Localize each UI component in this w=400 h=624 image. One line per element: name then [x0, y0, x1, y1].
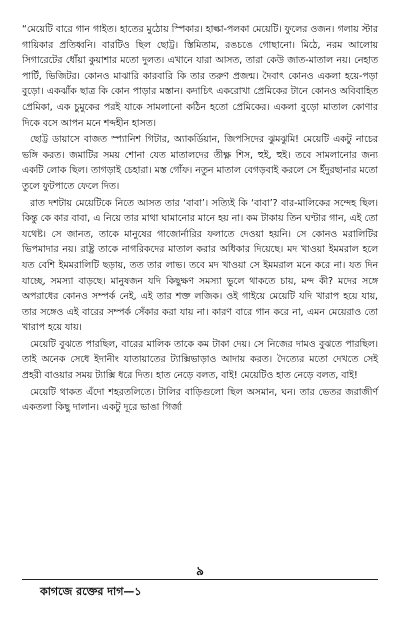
paragraph: রাত দশটায় মেয়েটিকে নিতে আসত তার ‘বাবা’। সত্যিই কি ‘বাবা’? বার-মালিকের সন্দেহ ছিল। কিন্তু কে কার বাবা, এ নিয়ে তার মাথা ঘামানোর মানে হয় না। কম টাকায় তিন ঘণ্টার গান, এই তো যথেষ্ট। সে জানত, তাকে মানুষের গাজোর্নারির ফলাতে দেওয়া হয়নি। সে কোনও মরালিটির ভিপমাদার নয়। রাষ্ট্র তাকে নাগরিকদের মাতাল করার অধিকার দিয়েছে। মদ খাওয়া ইমমরাল হলে যত বেশি ইমমরালিটি ছড়ায়, তত তার লাভ। তবে মদ খাওয়া সে ইমমরাল মনে করে না। যত দিন যাচ্ছে, সমস্যা বাড়ছে। মানুষজন যদি কিছুক্ষণ সমস্যা ভুলে থাকতে চায়, মন্দ কী? মদের সঙ্গে অপরাধের কোনও সম্পর্ক নেই, এই তার শক্ত লজিক। ওই গাইয়ে মেয়েটি যদি খারাপ হয়ে যায়, তার সঙ্গেও এই বারের সম্পর্ক সেঁকার করা যায় না। কারণ বারে গান করে না, এমন মেয়েরাও তো খারাপ হয়ে যায়। — [22, 197, 378, 334]
paragraph: “মেয়েটি বারে গান গাইত। হাতের মুঠোয় স্পিকার। হাল্কা-পলকা মেয়েটি। ফুলের ওজন। গলায় স্টার গায়িকার প্রতিধ্বনি। বারটিও ছিল ছোট্ট। স্তিমিতাম, রঙচঙে গোছানো। মিঠে, নরম আলোয় সিগারেটের ধোঁয়া কুয়াশার মতো দুলত। এখানে যারা আসত, তারা কেউ জাত-মাতাল নয়। নেহাত পার্টি, ভিজিটর। কোনও মাঝারি কারবারি কি তার তরুণ প্রজন্ম। দৈবাৎ কোনও একলা হয়ে-পড়া বুড়ো। একঝাঁক ছাত্র কি কোন পাড়ার মস্তান। কদাচিৎ একরোখা প্রেমিকের টানে কোনও অবিবাহিত প্রেমিকা, এক চুমুকের পরই যাকে সামলানো কঠিন হতো প্রেমিকের। একলা বুড়ো মাতাল কোণার দিকে বসে আপন মনে শব্দহীন হাসত। — [22, 24, 378, 129]
footer-book-title: কাগজে রক্তের দাগ—১ — [40, 585, 142, 598]
body-text — [22, 22, 378, 416]
page-number: ৯ — [196, 564, 204, 578]
paragraph: ছোট্ট ডায়াসে বাজত স্প্যানিশ গিটার, অ্যাকর্ডিয়ান, জিপসিদের ঝুমঝুমি! মেয়েটি একটু নাচের ভঙ্গি করত। জমাটির সময় শোনা যেত মাতালদের তীক্ষ্ণ শিস, হুই, হুই। তবে সামলানোর জন্য একটি লোক ছিল। তাগড়াই চেহারা। মস্ত গোঁফ। নতুন মাতাল বেগড়বাই করলে সে ইঁদুরছানার মতো তুলে ফুটপাতে ফেলে দিত। — [22, 134, 378, 192]
paragraph: মেয়েটি থাকত এঁদো শহরতলিতে। টালির বাড়িগুলো ছিল অসমান, ঘন। তার ভেতর জরাজীর্ণ একতলা কিছু দালান। একটু দূরে ভাঙা গির্জা — [22, 386, 378, 414]
footer-divider — [22, 579, 378, 580]
paragraph: মেয়েটি বুঝতে পারছিল, বারের মালিক তাকে কম টাকা দেয়। সে নিজের দামও বুঝতে পারছিল। তাই অনেক সেধে ইদানীং যাতায়াতের ট্যাক্সিভাড়াও আদায় করত। দৈত্যের মতো দেখতে সেই প্রহরী বাওয়ার সময় ট্যাক্সি ধরে দিত। হাত নেড়ে বলত, বাই! মেয়েটিও হাত নেড়ে বলত, বাই! — [22, 338, 378, 382]
